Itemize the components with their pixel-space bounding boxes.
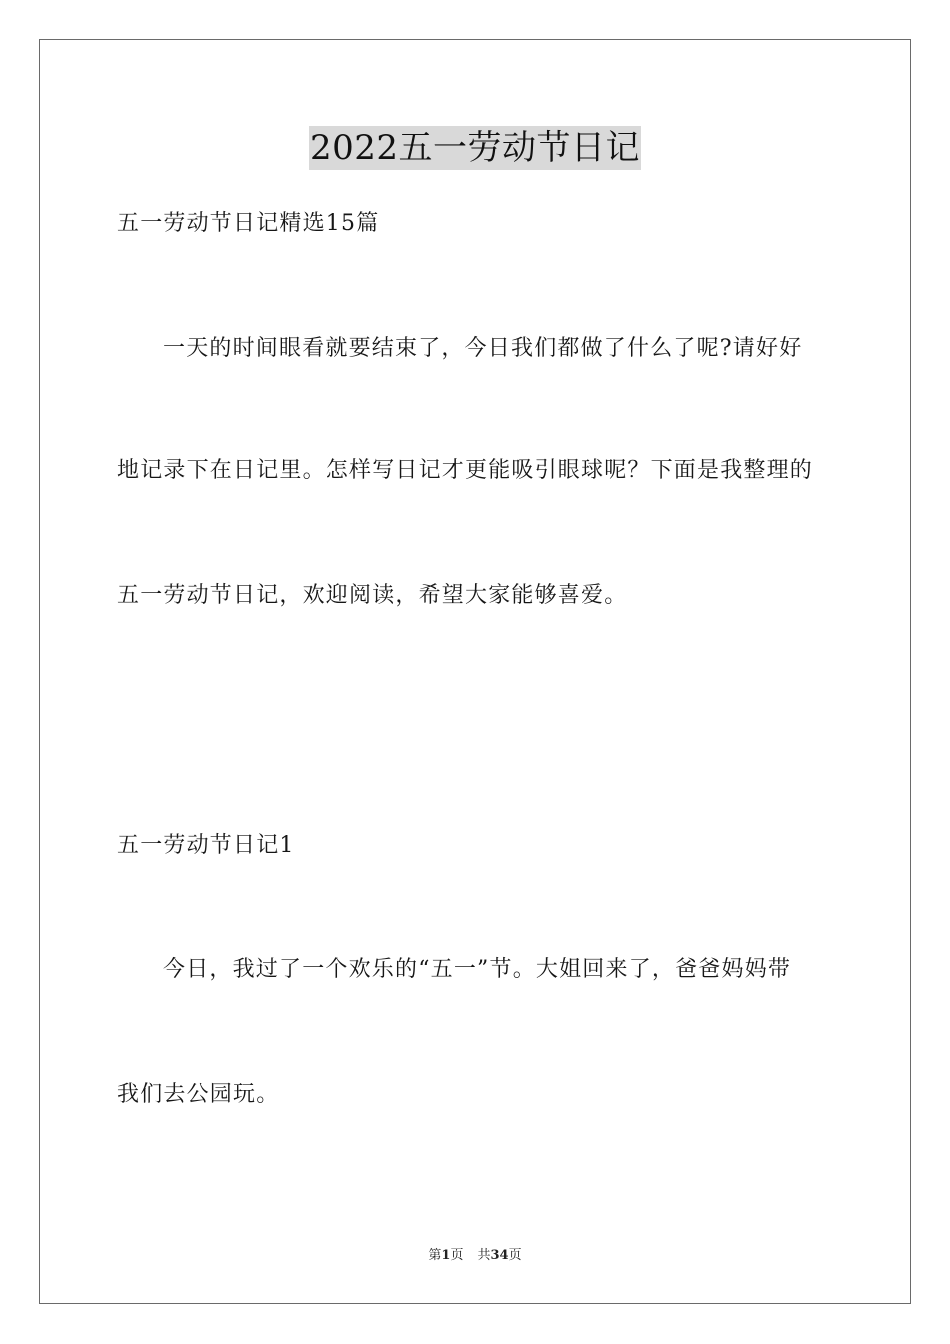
intro-line-1: 一天的时间眼看就要结束了，今日我们都做了什么了呢?请好好	[163, 336, 803, 361]
intro-line-2: 地记录下在日记里。怎样写日记才更能吸引眼球呢？下面是我整理的	[117, 458, 814, 483]
document-title: 2022五一劳动节日记	[309, 128, 641, 168]
total-prefix: 共	[477, 1248, 491, 1263]
page-prefix: 第	[428, 1248, 442, 1263]
intro-line-3: 五一劳动节日记，欢迎阅读，希望大家能够喜爱。	[117, 583, 628, 608]
page-number: 1	[441, 1248, 451, 1263]
document-subtitle: 五一劳动节日记精选15篇	[117, 211, 380, 236]
title-container	[0, 126, 950, 170]
section-heading: 五一劳动节日记1	[117, 833, 295, 858]
section-line-1: 今日，我过了一个欢乐的“五一”节。大姐回来了，爸爸妈妈带	[163, 957, 792, 982]
section-line-2: 我们去公园玩。	[117, 1082, 280, 1107]
page-suffix: 页	[450, 1248, 464, 1263]
total-suffix: 页	[508, 1248, 522, 1263]
page-footer	[0, 1247, 950, 1265]
total-pages: 34	[490, 1248, 509, 1263]
